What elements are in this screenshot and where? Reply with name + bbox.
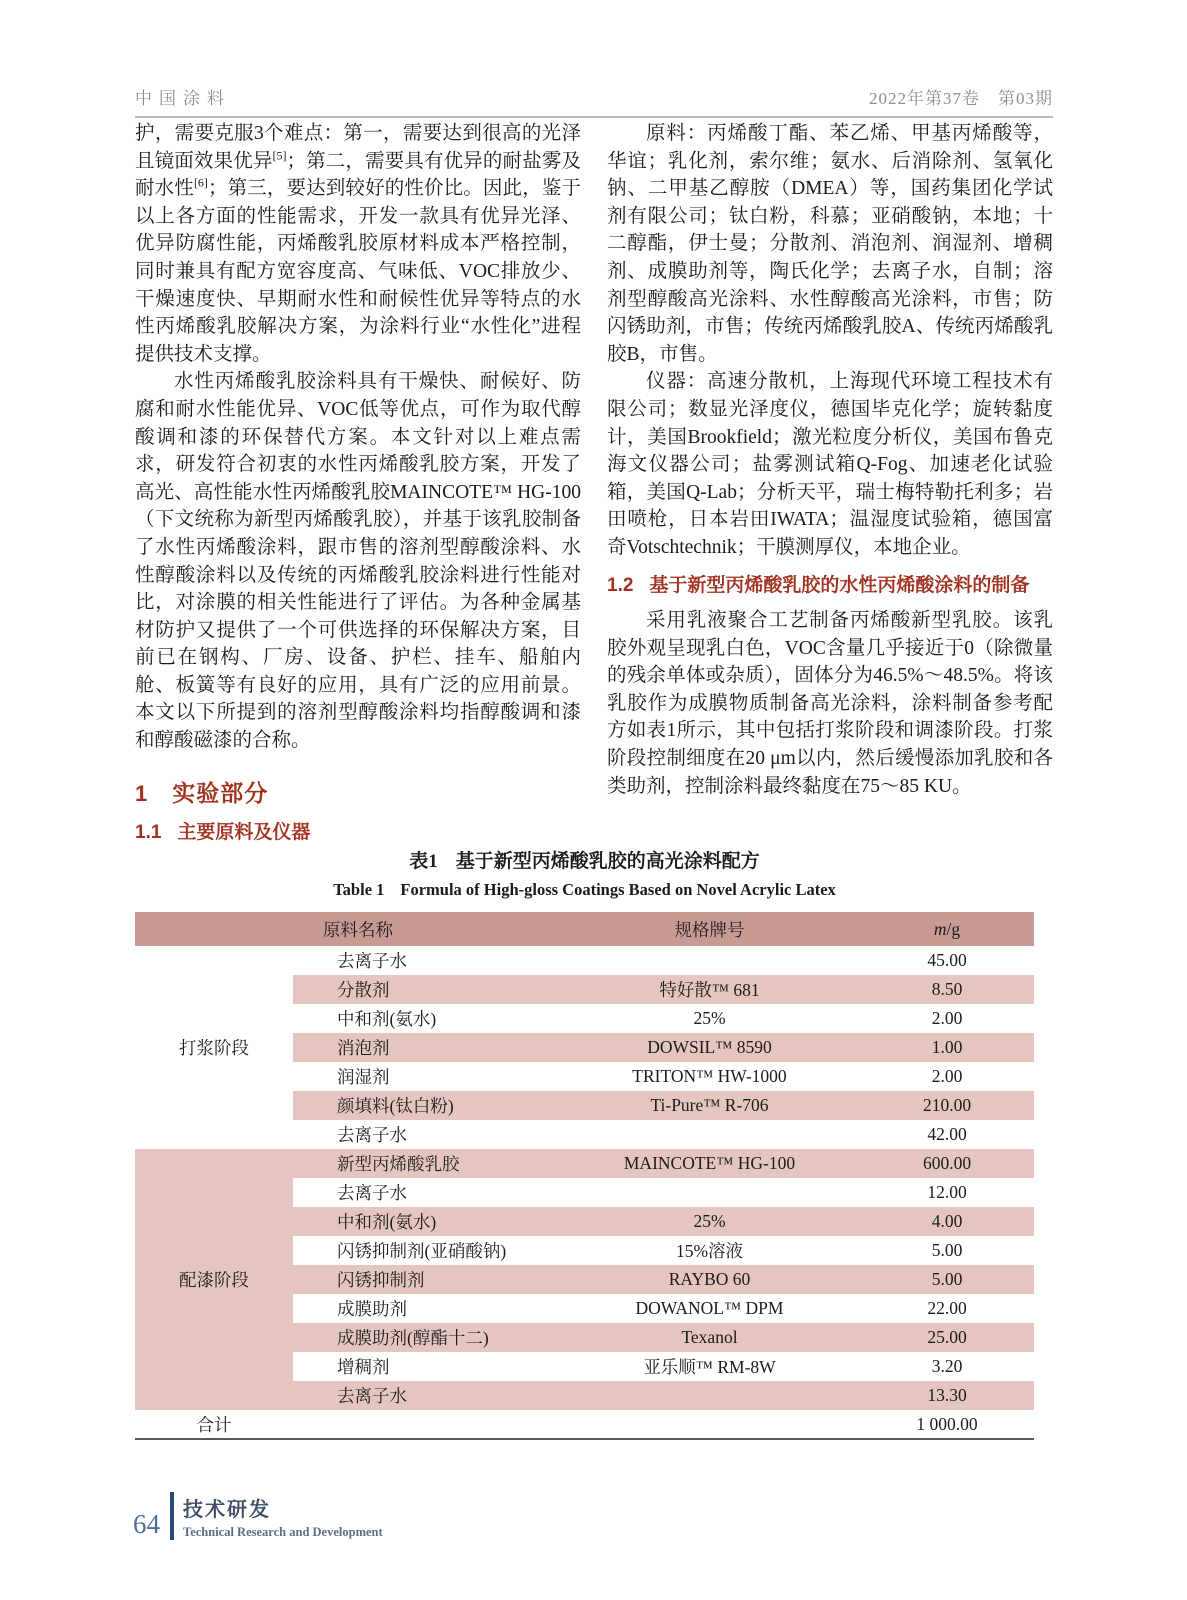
- total-empty-cell: [559, 1410, 860, 1439]
- mass-value-cell: 4.00: [860, 1207, 1034, 1236]
- spec-brand-cell: [559, 1178, 860, 1207]
- material-name-cell: 中和剂(氨水): [337, 1009, 437, 1029]
- material-name-cell: 消泡剂: [293, 1033, 559, 1062]
- mass-value-cell: 5.00: [860, 1265, 1034, 1294]
- footer-section-labels: [183, 1493, 383, 1540]
- paragraph-text: ；第二，需要具有优异的耐盐雾及耐水性: [135, 150, 581, 200]
- spec-brand-cell: 特好散™ 681: [559, 975, 860, 1004]
- formula-table: [135, 912, 1034, 1440]
- table-row: [135, 946, 1034, 975]
- article-body: [135, 120, 1053, 855]
- page-footer: [133, 1492, 383, 1540]
- material-name-cell: 去离子水: [337, 1125, 407, 1145]
- mass-value-cell: 3.20: [931, 1356, 963, 1376]
- section-title: 主要原料及仪器: [177, 822, 311, 844]
- spec-brand-cell: 亚乐顺™ RM-8W: [643, 1357, 776, 1377]
- section-heading-1: [135, 780, 581, 808]
- footer-section-cn: 技术研发: [183, 1498, 271, 1521]
- table-caption: Formula of High-gloss Coatings Based on Novel Acrylic Latex: [400, 880, 836, 899]
- paragraph-3: 原料：丙烯酸丁酯、苯乙烯、甲基丙烯酸等，华谊；乳化剂，索尔维；氨水、后消除剂、氢氧化钠、二甲基乙醇胺（DMEA）等，国药集团化学试剂有限公司；钛白粉，科慕；亚硝酸钠，本地；十二醇酯，伊士曼；分散剂、消泡剂、润湿剂、增稠剂、成膜助剂等，陶氏化学；去离子水，自制；溶剂型醇酸高光涂料、水性醇酸高光涂料，市售；防闪锈助剂，市售；传统丙烯酸乳胶A、传统丙烯酸乳胶B，市售。: [607, 123, 1053, 365]
- paragraph-1: [135, 120, 581, 368]
- spec-brand-cell: 15%溶液: [675, 1241, 744, 1261]
- material-name-cell: 增稠剂: [337, 1357, 390, 1377]
- header-mass-cell: [860, 912, 1034, 946]
- material-name-cell: 闪锈抑制剂: [293, 1265, 559, 1294]
- mass-value-cell: 600.00: [860, 1149, 1034, 1178]
- page-number: 64: [133, 1509, 160, 1539]
- mass-value-cell: 2.00: [931, 1066, 963, 1086]
- material-name-cell: 颜填料(钛白粉): [293, 1091, 559, 1120]
- table-header-row: [135, 912, 1034, 946]
- header-stage-cell: [135, 912, 293, 946]
- spec-brand-cell: TRITON™ HW-1000: [632, 1066, 787, 1086]
- journal-name: 中国涂料: [135, 89, 231, 108]
- subsection-heading-1-1: [135, 819, 581, 847]
- footer-divider-bar: [170, 1492, 174, 1540]
- section-number: 1.1: [135, 822, 162, 844]
- spec-brand-cell: Ti-Pure™ R-706: [559, 1091, 860, 1120]
- material-name-cell: 中和剂(氨水): [293, 1207, 559, 1236]
- material-name-cell: 去离子水: [293, 1381, 559, 1410]
- citation-ref: [5]: [272, 148, 287, 163]
- stage-label-cell: 打浆阶段: [179, 1038, 249, 1058]
- header-name-cell: 原料名称: [293, 912, 559, 946]
- paragraph-text: ；第三，要达到较好的性价比。因此，鉴于以上各方面的性能需求，开发一款具有优异光泽、优异防腐性能，丙烯酸乳胶原材料成本严格控制，同时兼具有配方宽容度高、气味低、VOC排放少、干燥速度快、早期耐水性和耐候性优异等特点的水性丙烯酸乳胶解决方案，为涂料行业“水性化”进程提供技术支撑。: [135, 178, 581, 365]
- total-empty-cell: [293, 1410, 559, 1439]
- section-title: 实验部分: [172, 779, 269, 806]
- spec-brand-cell: 25%: [559, 1207, 860, 1236]
- mass-value-cell: 5.00: [931, 1240, 963, 1260]
- mass-value-cell: 13.30: [860, 1381, 1034, 1410]
- stage-label-cell: 配漆阶段: [135, 1149, 293, 1410]
- section-title: 基于新型丙烯酸乳胶的水性丙烯酸涂料的制备: [649, 574, 1030, 596]
- issue-info: 2022年第37卷 第03期: [869, 89, 1053, 108]
- section-number: 1: [135, 780, 149, 806]
- material-name-cell: 分散剂: [293, 975, 559, 1004]
- section-number: 1.2: [607, 574, 634, 596]
- table-number: Table 1: [333, 880, 385, 899]
- spec-brand-cell: Texanol: [559, 1323, 860, 1352]
- material-name-cell: 新型丙烯酸乳胶: [293, 1149, 559, 1178]
- mass-value-cell: 1.00: [860, 1033, 1034, 1062]
- spec-brand-cell: DOWSIL™ 8590: [559, 1033, 860, 1062]
- mass-value-cell: 12.00: [927, 1182, 967, 1202]
- left-column: [135, 120, 581, 855]
- table-section: [135, 846, 1034, 1440]
- table-total-row: [135, 1410, 1034, 1439]
- material-name-cell: 去离子水: [337, 951, 407, 971]
- page-header: [135, 84, 1053, 118]
- paragraph-4: 仪器：高速分散机，上海现代环境工程技术有限公司；数显光泽度仪，德国毕克化学；旋转黏度计，美国Brookfield；激光粒度分析仪，美国布鲁克海文仪器公司；盐雾测试箱Q-Fog、加速老化试验箱，美国Q-Lab；分析天平，瑞士梅特勒托利多；岩田喷枪，日本岩田IWATA；温湿度试验箱，德国富奇Votschtechnik；干膜测厚仪，本地企业。: [607, 371, 1053, 558]
- mass-value-cell: 210.00: [860, 1091, 1034, 1120]
- mass-value-cell: 45.00: [927, 950, 967, 970]
- right-column: [607, 120, 1053, 855]
- spec-brand-cell: [559, 1381, 860, 1410]
- material-name-cell: 成膜助剂(醇酯十二): [293, 1323, 559, 1352]
- header-spec-cell: 规格牌号: [559, 912, 860, 946]
- material-name-cell: 成膜助剂: [337, 1299, 407, 1319]
- spec-brand-cell: 25%: [693, 1008, 726, 1028]
- table-title-en: [135, 880, 1034, 900]
- material-name-cell: 去离子水: [337, 1183, 407, 1203]
- spec-brand-cell: MAINCOTE™ HG-100: [559, 1149, 860, 1178]
- mass-value-cell: 22.00: [927, 1298, 967, 1318]
- material-name-cell: 闪锈抑制剂(亚硝酸钠): [337, 1241, 507, 1261]
- spec-brand-cell: RAYBO 60: [559, 1265, 860, 1294]
- mass-value-cell: 2.00: [931, 1008, 963, 1028]
- table-row: [135, 1149, 1034, 1178]
- mass-unit: /g: [946, 918, 961, 939]
- spec-brand-cell: [559, 1120, 860, 1149]
- mass-value-cell: 8.50: [860, 975, 1034, 1004]
- mass-symbol: m: [933, 918, 947, 939]
- paragraph-text: 护，需要克服3个难点：第一，需要达到很高的光泽且镜面效果优异: [135, 123, 581, 172]
- paragraph-2: 水性丙烯酸乳胶涂料具有干燥快、耐候好、防腐和耐水性能优异、VOC低等优点，可作为取代醇酸调和漆的环保替代方案。本文针对以上难点需求，研发符合初衷的水性丙烯酸乳胶方案，开发了高光、高性能水性丙烯酸乳胶MAINCOTE™ HG-100（下文统称为新型丙烯酸乳胶），并基于该乳胶制备了水性丙烯酸涂料，跟市售的溶剂型醇酸涂料、水性醇酸涂料以及传统的丙烯酸乳胶涂料进行性能对比，对涂膜的相关性能进行了评估。为各种金属基材防护又提供了一个可供选择的环保解决方案，目前已在钢构、厂房、设备、护栏、挂车、船舶内舱、板簧等有良好的应用，具有广泛的应用前景。本文以下所提到的溶剂型醇酸涂料均指醇酸调和漆和醇酸磁漆的合称。: [135, 371, 581, 752]
- table-caption: 基于新型丙烯酸乳胶的高光涂料配方: [455, 851, 760, 872]
- footer-section-en: Technical Research and Development: [183, 1524, 383, 1539]
- subsection-heading-1-2: [607, 572, 1053, 600]
- mass-value-cell: 25.00: [860, 1323, 1034, 1352]
- citation-ref: [6]: [193, 175, 208, 190]
- table-number: 表1: [409, 851, 438, 872]
- spec-brand-cell: DOWANOL™ DPM: [635, 1298, 784, 1318]
- spec-brand-cell: [559, 946, 860, 975]
- material-name-cell: 润湿剂: [337, 1067, 390, 1087]
- table-title-cn: [135, 846, 1034, 873]
- total-label-cell: 合计: [135, 1410, 293, 1439]
- mass-value-cell: 42.00: [927, 1124, 967, 1144]
- total-value-cell: 1 000.00: [860, 1410, 1034, 1439]
- paragraph-5: 采用乳液聚合工艺制备丙烯酸新型乳胶。该乳胶外观呈现乳白色，VOC含量几乎接近于0（除微量的残余单体或杂质），固体分为46.5%～48.5%。将该乳胶作为成膜物质制备高光涂料，涂料制备参考配方如表1所示，其中包括打浆阶段和调漆阶段。打浆阶段控制细度在20 μm以内，然后缓慢添加乳胶和各类助剂，控制涂料最终黏度在75～85 KU。: [607, 610, 1053, 797]
